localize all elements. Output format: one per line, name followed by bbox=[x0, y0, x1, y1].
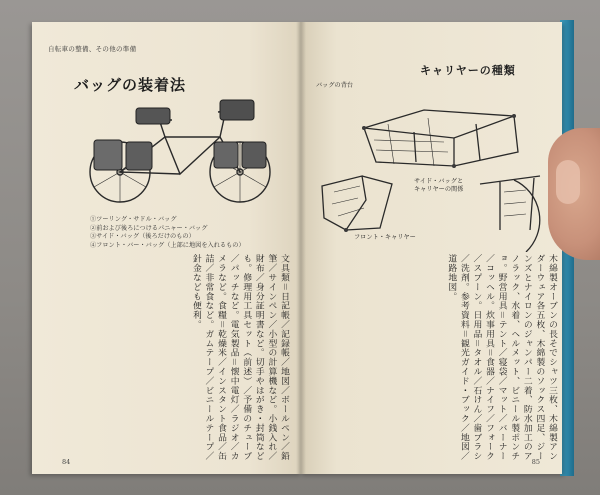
section-title: バッグの装着法 bbox=[74, 76, 187, 94]
side-bag-label: サイド・バッグと キャリヤーの関係 bbox=[414, 178, 464, 193]
page-number: 84 bbox=[62, 458, 71, 466]
book-gutter bbox=[296, 22, 306, 474]
thumbnail bbox=[556, 160, 580, 204]
page-number: 85 bbox=[531, 458, 540, 466]
left-page bbox=[32, 22, 302, 474]
body-text: 木綿製オーブンの長そでシャツ三枚、木綿製アンダーウェア各五枚、木綿製のソックス四足、ジーンズとナイロンのジャンパー二着、防水加工のアノラック、水着、ヘルメット、ビニール製ポンチョ。野営用具＝テント／寝袋／マット／バーナー／コッヘル。炊事用具＝食器／ナイフ／フォーク／スプーン。日用品＝タオル／石けん／歯ブラシ／洗剤。参考資料＝観光ガイド・ブック／地図／道路地図。 bbox=[446, 254, 557, 461]
caption-item: ③サイド・バッグ（後ろだけのもの） bbox=[90, 233, 195, 241]
caption-item: ②前および後ろにつけるパニャー・バッグ bbox=[90, 224, 208, 232]
caption-list bbox=[90, 216, 245, 250]
running-header: 自転車の整備、その他の準備 bbox=[48, 45, 137, 53]
caption-item: ④フロント・バー・バッグ（上部に地図を入れるもの） bbox=[90, 241, 245, 249]
caption-item: ①ツーリング・サドル・バッグ bbox=[90, 216, 177, 223]
front-rack-label: フロント・キャリヤー bbox=[354, 234, 416, 241]
right-page bbox=[300, 22, 562, 474]
bicycle-with-bags-illustration bbox=[80, 92, 280, 212]
body-text: 文具類＝日記帳／記録帳／地図／ボールペン／鉛筆／サインペン／小型の計算機など。小銭入れ／財布／身分証明書など。切手やはがき・封筒なども。修理用工具セット（前述）／予備のチューブ／パッチなど。電気製品＝懐中電灯／ラジオ／カメラなど。食糧＝乾燥米／インスタント食品／缶詰／非常食など。ガムテープ／ビニールテープ／針金なども便利。 bbox=[190, 254, 289, 461]
rear-rack-label: バッグの背台 bbox=[316, 82, 354, 89]
section-title: キャリヤーの種類 bbox=[420, 64, 516, 77]
carrier-types-illustration bbox=[304, 80, 556, 252]
